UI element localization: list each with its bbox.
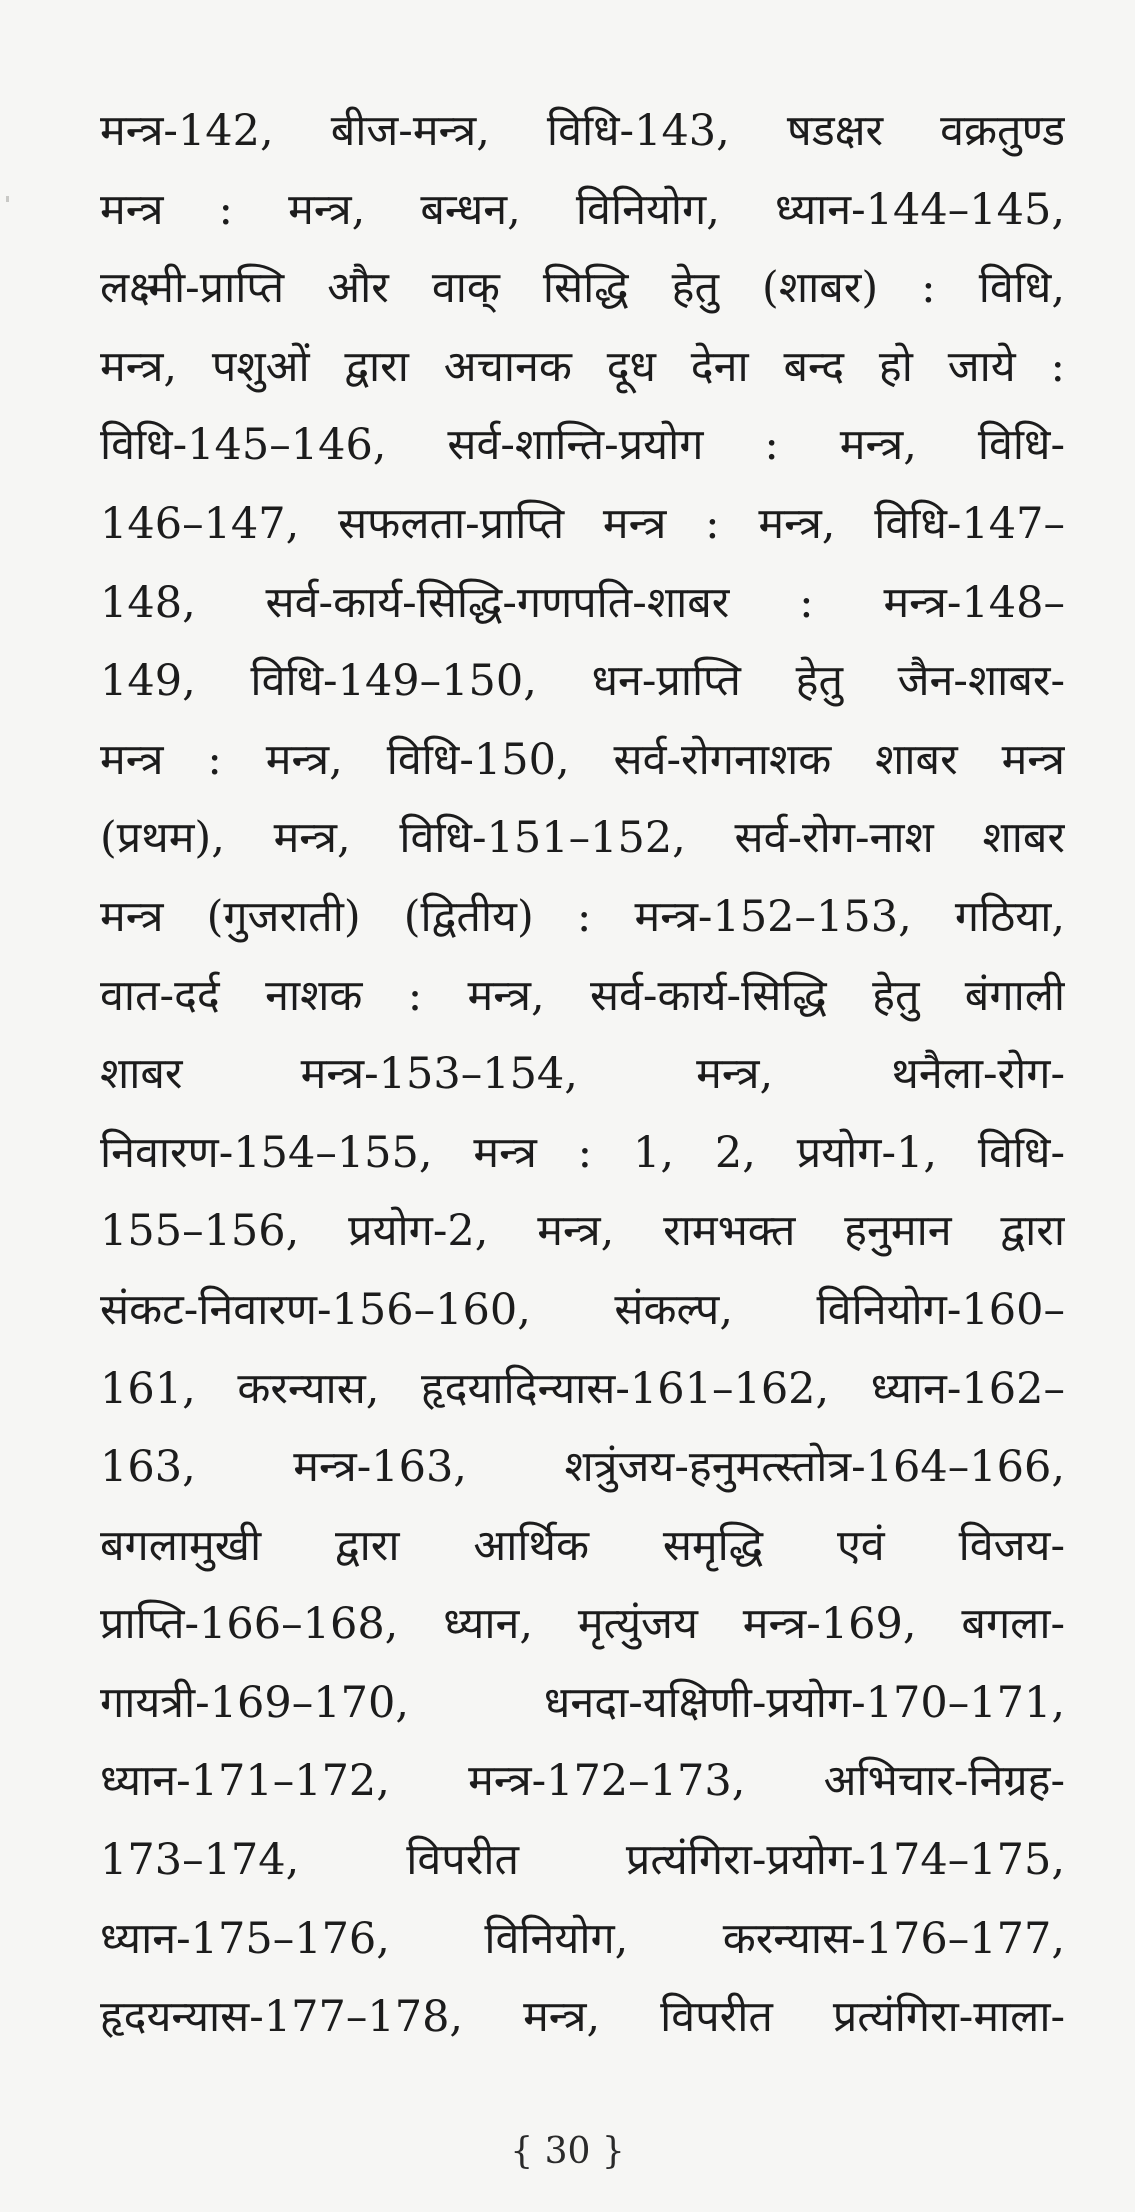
text-line: (प्रथम), मन्त्र, विधि-151–152, सर्व-रोग-नाश शाबर [100,813,1065,864]
text-line: 155–156, प्रयोग-2, मन्त्र, रामभक्त हनुमान द्वारा [100,1206,1065,1257]
text-line: 146–147, सफलता-प्राप्ति मन्त्र : मन्त्र, विधि-147– [100,498,1065,549]
text-line: शाबर मन्त्र-153–154, मन्त्र, थनैला-रोग- [100,1049,1065,1100]
text-line: 161, करन्यास, हृदयादिन्यास-161–162, ध्यान-162– [100,1363,1065,1414]
text-line: संकट-निवारण-156–160, संकल्प, विनियोग-160– [100,1284,1065,1335]
text-line: गायत्री-169–170, धनदा-यक्षिणी-प्रयोग-170–171, [100,1677,1065,1728]
text-line: प्राप्ति-166–168, ध्यान, मृत्युंजय मन्त्र-169, बगला- [100,1599,1065,1650]
text-line: मन्त्र-142, बीज-मन्त्र, विधि-143, षडक्षर वक्रतुण्ड [100,106,1065,156]
text-line: ध्यान-171–172, मन्त्र-172–173, अभिचार-निग्रह- [100,1756,1065,1807]
text-line: वात-दर्द नाशक : मन्त्र, सर्व-कार्य-सिद्धि हेतु बंगाली [100,970,1065,1021]
text-line: लक्ष्मी-प्राप्ति और वाक् सिद्धि हेतु (शाबर) : विधि, [100,263,1065,314]
text-line: ध्यान-175–176, विनियोग, करन्यास-176–177, [100,1913,1065,1964]
index-text-block [100,92,1065,2057]
text-line: 148, सर्व-कार्य-सिद्धि-गणपति-शाबर : मन्त्र-148– [100,577,1065,628]
text-line: बगलामुखी द्वारा आर्थिक समृद्धि एवं विजय- [100,1520,1065,1571]
text-line: 163, मन्त्र-163, शत्रुंजय-हनुमत्स्तोत्र-164–166, [100,1442,1065,1493]
text-line: मन्त्र : मन्त्र, विधि-150, सर्व-रोगनाशक शाबर मन्त्र [100,734,1065,785]
page-edge-mark [6,196,9,202]
text-line: निवारण-154–155, मन्त्र : 1, 2, प्रयोग-1, विधि- [100,1127,1065,1178]
text-line: मन्त्र (गुजराती) (द्वितीय) : मन्त्र-152–153, गठिया, [100,891,1065,942]
text-line: विधि-145–146, सर्व-शान्ति-प्रयोग : मन्त्र, विधि- [100,420,1065,471]
page-number: { 30 } [510,2131,625,2172]
text-line: 173–174, विपरीत प्रत्यंगिरा-प्रयोग-174–175, [100,1835,1065,1886]
text-line: मन्त्र : मन्त्र, बन्धन, विनियोग, ध्यान-144–145, [100,184,1065,235]
text-line: 149, विधि-149–150, धन-प्राप्ति हेतु जैन-शाबर- [100,656,1065,707]
text-line: मन्त्र, पशुओं द्वारा अचानक दूध देना बन्द हो जाये : [100,341,1065,392]
text-line: हृदयन्यास-177–178, मन्त्र, विपरीत प्रत्यंगिरा-माला- [100,1992,1065,2043]
